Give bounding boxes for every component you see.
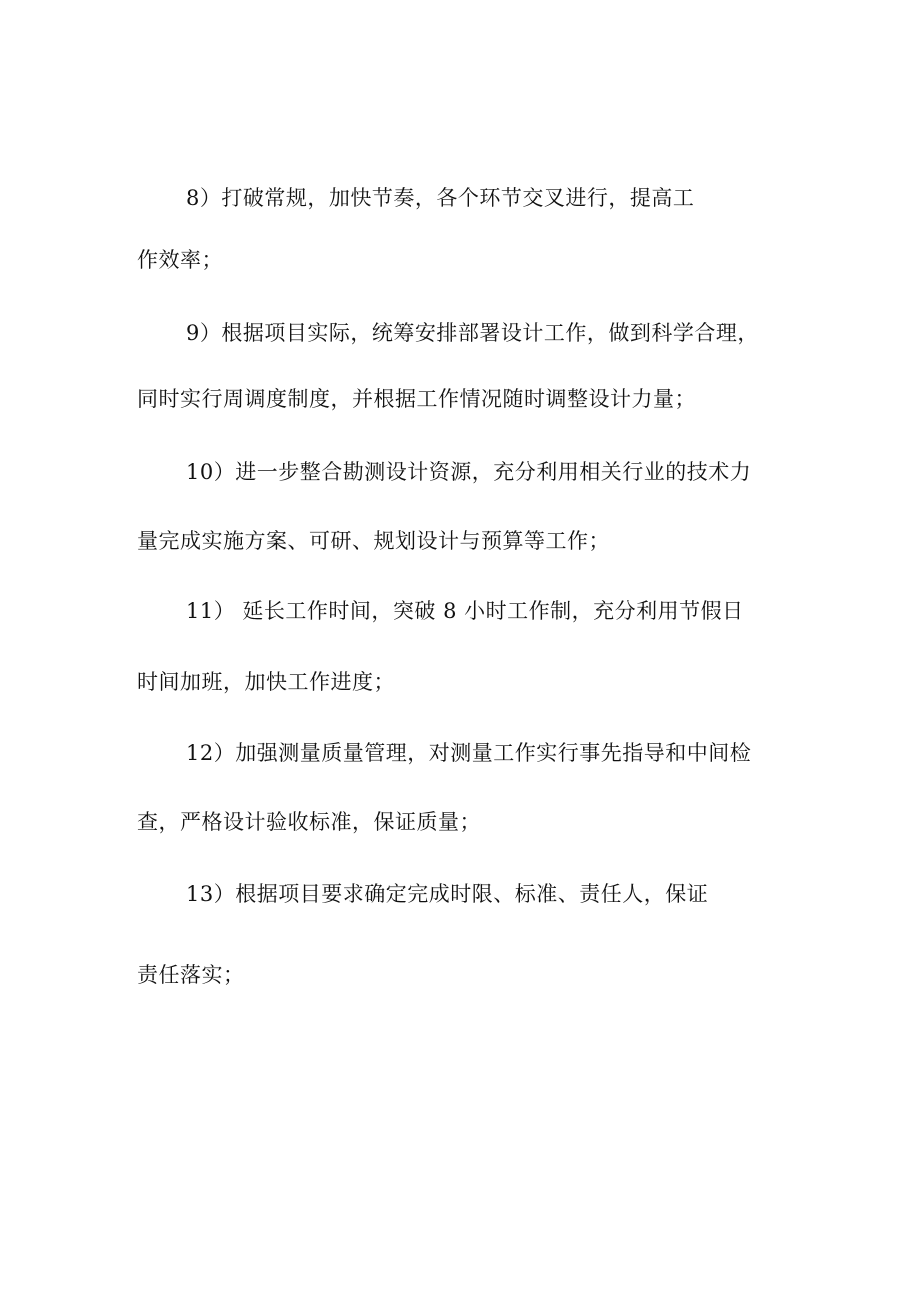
item-12-line-2: 查，严格设计验收标准，保证质量； [137,810,481,834]
item-13-line-2: 责任落实； [137,963,245,987]
item-13-line-1: 13）根据项目要求确定完成时限、标准、责任人，保证 [186,882,709,906]
item-11-line-2: 时间加班，加快工作进度； [137,670,395,694]
item-9-line-2: 同时实行周调度制度，并根据工作情况随时调整设计力量； [137,387,696,411]
item-9-line-1: 9）根据项目实际，统筹安排部署设计工作，做到科学合理， [186,321,759,345]
item-10-line-1: 10）进一步整合勘测设计资源，充分利用相关行业的技术力 [186,460,752,484]
item-10-line-2: 量完成实施方案、可研、规划设计与预算等工作； [137,529,610,553]
item-8-line-1: 8）打破常规，加快节奏，各个环节交叉进行，提高工 [186,186,695,210]
item-12-line-1: 12）加强测量质量管理，对测量工作实行事先指导和中间检 [186,741,752,765]
item-8-line-2: 作效率； [137,248,223,272]
item-11-line-1: 11） 延长工作时间，突破 8 小时工作制，充分利用节假日 [186,599,744,623]
